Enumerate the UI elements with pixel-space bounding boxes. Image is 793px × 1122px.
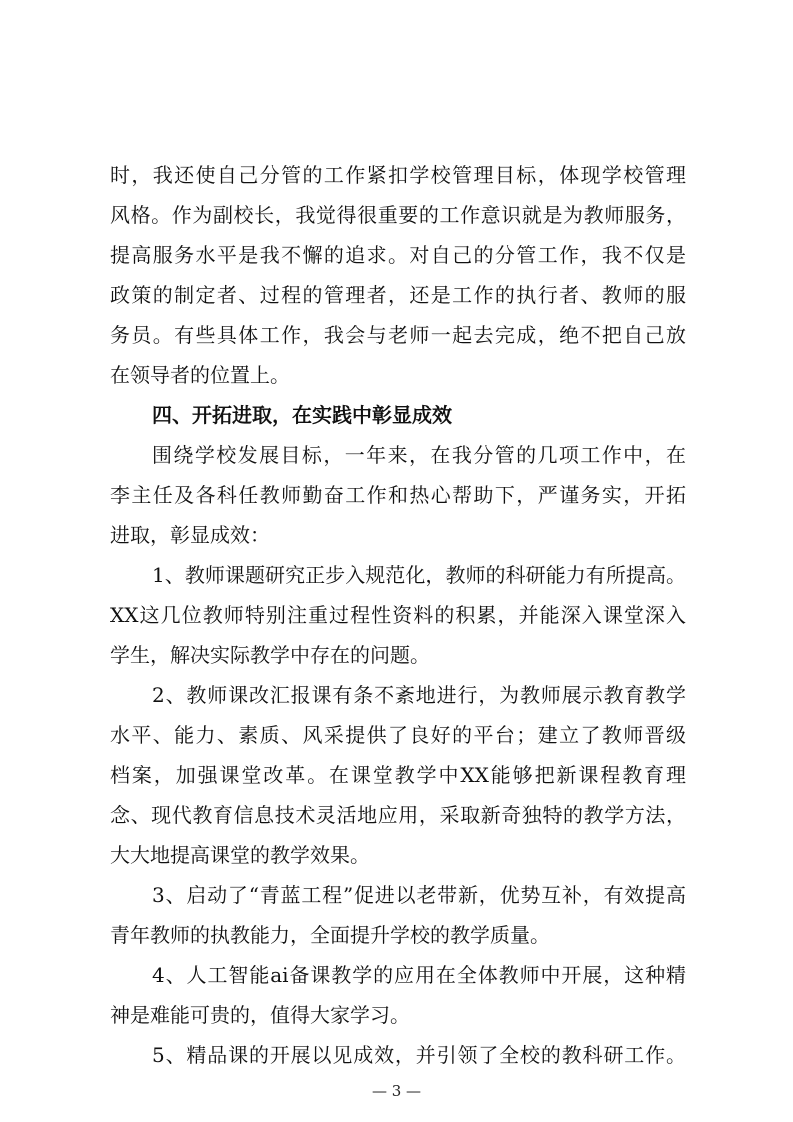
text-line: 念、现代教育信息技术灵活地应用，采取新奇独特的教学方法， xyxy=(110,803,686,827)
text-line: 进取，彰显成效： xyxy=(110,523,270,547)
text-line: 档案，加强课堂改革。在课堂教学中XX能够把新课程教育理 xyxy=(110,763,686,787)
text-line: 大大地提高课堂的教学效果。 xyxy=(110,843,370,867)
text-line: 风格。作为副校长，我觉得很重要的工作意识就是为教师服务， xyxy=(110,203,686,227)
list-item-5: 5、精品课的开展以见成效，并引领了全校的教科研工作。 xyxy=(152,1043,686,1067)
text-line: 青年教师的执教能力，全面提升学校的教学质量。 xyxy=(110,923,550,947)
document-body xyxy=(110,155,686,1075)
text-line: 围绕学校发展目标，一年来，在我分管的几项工作中，在 xyxy=(152,443,686,467)
page-number: — 3 — xyxy=(371,1082,422,1100)
text-line: 神是难能可贵的，值得大家学习。 xyxy=(110,1003,410,1027)
text-line: 政策的制定者、过程的管理者，还是工作的执行者、教师的服 xyxy=(110,283,686,307)
text-line: 学生，解决实际教学中存在的问题。 xyxy=(110,643,430,667)
text-line: 提高服务水平是我不懈的追求。对自己的分管工作，我不仅是 xyxy=(110,243,686,267)
list-item-3: 3、启动了“青蓝工程”促进以老带新，优势互补，有效提高 xyxy=(152,883,686,907)
section-heading: 四、开拓进取，在实践中彰显成效 xyxy=(152,403,452,427)
text-line: 水平、能力、素质、风采提供了良好的平台；建立了教师晋级 xyxy=(110,723,686,747)
text-line: 务员。有些具体工作，我会与老师一起去完成，绝不把自己放 xyxy=(110,323,686,347)
list-item-1: 1、教师课题研究正步入规范化，教师的科研能力有所提高。 xyxy=(152,563,686,587)
list-item-4: 4、人工智能ai备课教学的应用在全体教师中开展，这种精 xyxy=(152,963,686,987)
text-line: XX这几位教师特别注重过程性资料的积累，并能深入课堂深入 xyxy=(110,603,686,627)
text-line: 在领导者的位置上。 xyxy=(110,363,290,387)
list-item-2: 2、教师课改汇报课有条不紊地进行，为教师展示教育教学 xyxy=(152,683,686,707)
text-line: 时，我还使自己分管的工作紧扣学校管理目标，体现学校管理 xyxy=(110,163,686,187)
text-line: 李主任及各科任教师勤奋工作和热心帮助下，严谨务实，开拓 xyxy=(110,483,686,507)
